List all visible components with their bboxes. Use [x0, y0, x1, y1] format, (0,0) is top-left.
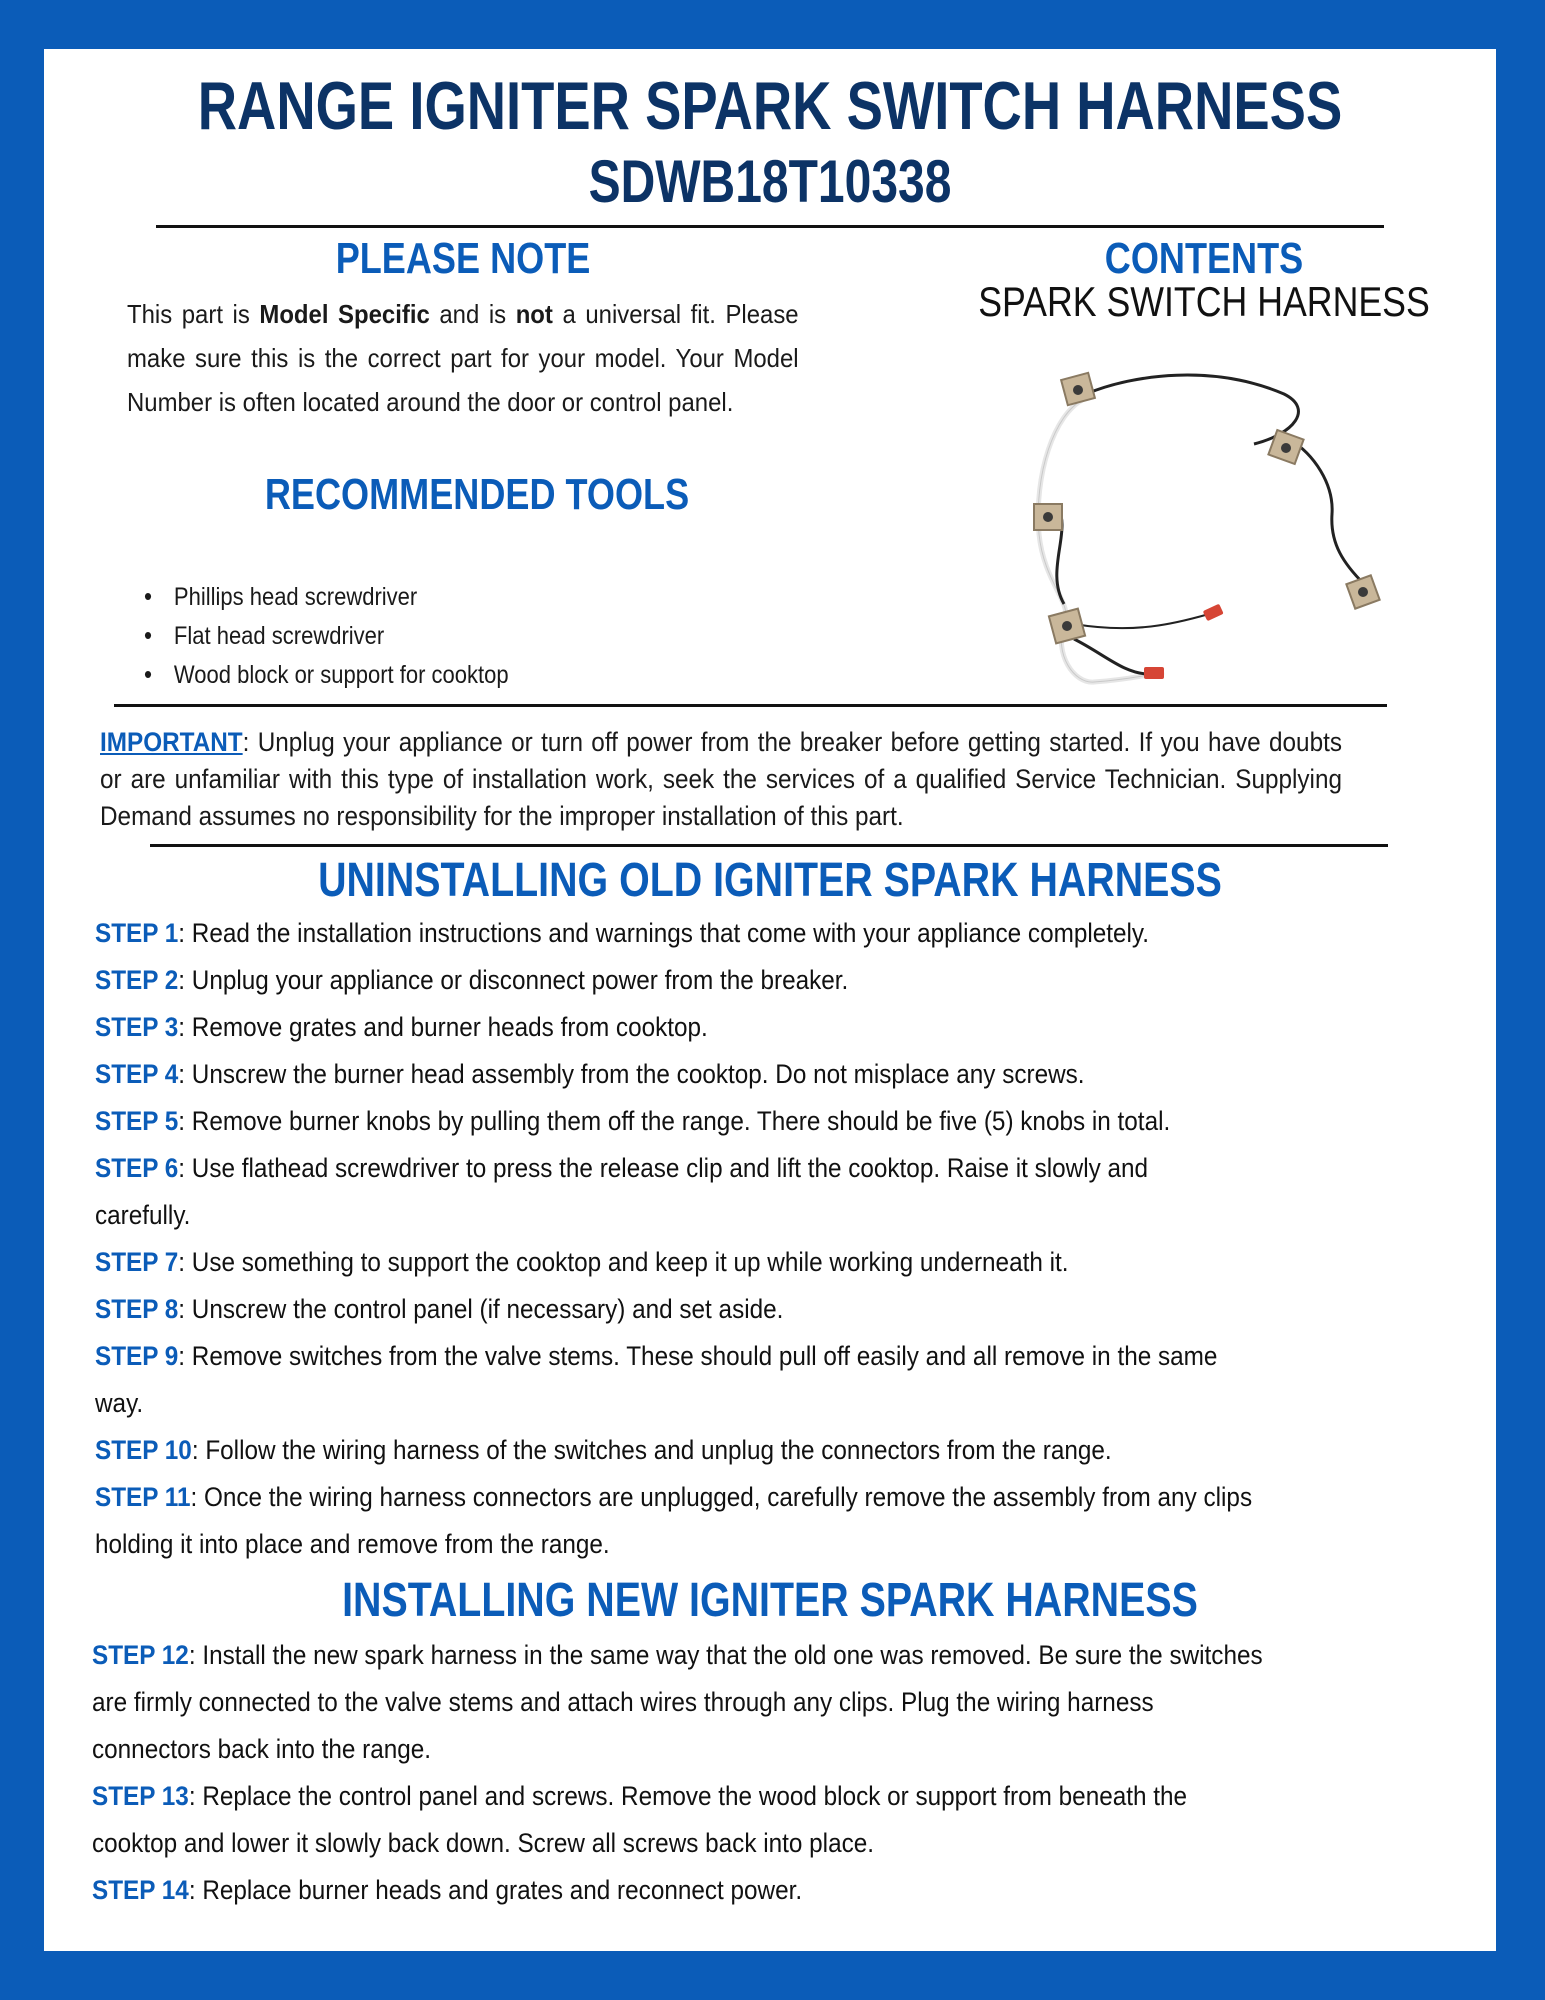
divider-lower — [150, 844, 1388, 847]
step-item — [95, 1427, 1445, 1474]
step-continuation: connectors back into the range. — [92, 1734, 432, 1764]
step-text: : Replace burner heads and grates and reconnect power. — [188, 1875, 803, 1905]
step-item — [95, 910, 1445, 957]
important-text: : Unplug your appliance or turn off power from the breaker before getting started. If you have doubts or are unfamiliar with this type of installation work, seek the services of a qualified Service Technician. Supplying Demand assumes no responsibility for the improper installation of this part. — [100, 727, 1342, 831]
step-label: STEP 4 — [95, 1059, 179, 1089]
step-label: STEP 6 — [95, 1153, 179, 1183]
step-item — [95, 1286, 1445, 1333]
step-text: : Remove burner knobs by pulling them off the range. There should be five (5) knobs in total. — [178, 1106, 1171, 1136]
divider-middle — [114, 704, 1387, 707]
please-note-heading: PLEASE NOTE — [335, 234, 591, 283]
step-item — [95, 957, 1445, 1004]
step-text: : Use flathead screwdriver to press the release clip and lift the cooktop. Raise it slowly and — [178, 1153, 1149, 1183]
step-item — [95, 1333, 1445, 1380]
contents-heading: CONTENTS — [1104, 234, 1304, 283]
tool-item: • Wood block or support for cooktop — [144, 655, 509, 694]
step-label: STEP 2 — [95, 965, 179, 995]
step-item — [95, 1239, 1445, 1286]
step-label: STEP 10 — [95, 1435, 192, 1465]
note-bold-not: not — [515, 299, 553, 329]
step-text: : Unscrew the control panel (if necessary) and set aside. — [178, 1294, 784, 1324]
instruction-sheet — [44, 49, 1496, 1951]
step-label: STEP 8 — [95, 1294, 179, 1324]
part-number: SDWB18T10338 — [588, 148, 952, 215]
step-label: STEP 11 — [95, 1482, 191, 1512]
step-text: : Read the installation instructions and warnings that come with your appliance completely. — [178, 918, 1150, 948]
step-label: STEP 3 — [95, 1012, 179, 1042]
uninstall-heading: UNINSTALLING OLD IGNITER SPARK HARNESS — [318, 854, 1222, 907]
note-text-3: a universal fit. Please make sure this is the correct part for your model. Your Model Number is often located around the door or control panel. — [127, 299, 799, 417]
step-label: STEP 12 — [92, 1640, 189, 1670]
step-item — [95, 1051, 1445, 1098]
step-text: : Install the new spark harness in the same way that the old one was removed. Be sure the switches — [188, 1640, 1263, 1670]
step-item — [95, 1004, 1445, 1051]
important-notice — [100, 724, 1342, 835]
step-text: : Remove switches from the valve stems. These should pull off easily and all remove in the same — [178, 1341, 1218, 1371]
tool-item: • Phillips head screwdriver — [144, 577, 509, 616]
install-steps — [92, 1632, 1545, 1914]
step-text: : Once the wiring harness connectors are unplugged, carefully remove the assembly from any clips — [190, 1482, 1253, 1512]
step-item — [92, 1773, 1442, 1820]
step-item — [92, 1867, 1442, 1914]
note-bold-model-specific: Model Specific — [259, 299, 430, 329]
step-item — [95, 1098, 1445, 1145]
uninstall-steps — [95, 910, 1545, 1568]
step-label: STEP 9 — [95, 1341, 179, 1371]
step-label: STEP 7 — [95, 1247, 179, 1277]
note-text-1: This part is — [127, 299, 260, 329]
step-label: STEP 13 — [92, 1781, 189, 1811]
note-text-2: and is — [429, 299, 516, 329]
important-label: IMPORTANT — [100, 727, 243, 757]
step-text: : Unscrew the burner head assembly from the cooktop. Do not misplace any screws. — [178, 1059, 1085, 1089]
step-text: : Replace the control panel and screws. Remove the wood block or support from beneath the — [188, 1781, 1188, 1811]
spark-harness-image — [1014, 354, 1414, 704]
contents-item: SPARK SWITCH HARNESS — [978, 278, 1430, 325]
step-text: : Unplug your appliance or disconnect power from the breaker. — [178, 965, 849, 995]
step-continuation: carefully. — [95, 1200, 191, 1230]
page-title: RANGE IGNITER SPARK SWITCH HARNESS — [197, 68, 1343, 144]
step-continuation: way. — [95, 1388, 144, 1418]
step-label: STEP 5 — [95, 1106, 179, 1136]
step-label: STEP 1 — [95, 918, 179, 948]
tool-item: • Flat head screwdriver — [144, 616, 509, 655]
step-item — [95, 1145, 1445, 1192]
step-text: : Remove grates and burner heads from cooktop. — [178, 1012, 708, 1042]
step-continuation: are firmly connected to the valve stems and attach wires through any clips. Plug the wiring harness — [92, 1687, 1154, 1717]
step-item — [95, 1474, 1445, 1521]
divider-top — [156, 225, 1384, 228]
tools-list — [144, 577, 558, 694]
please-note-text — [127, 292, 799, 424]
step-text: : Use something to support the cooktop and keep it up while working underneath it. — [178, 1247, 1069, 1277]
step-continuation: cooktop and lower it slowly back down. Screw all screws back into place. — [92, 1828, 875, 1858]
step-item — [92, 1632, 1442, 1679]
install-heading: INSTALLING NEW IGNITER SPARK HARNESS — [342, 1574, 1198, 1627]
step-continuation: holding it into place and remove from the range. — [95, 1529, 610, 1559]
step-text: : Follow the wiring harness of the switches and unplug the connectors from the range. — [191, 1435, 1112, 1465]
recommended-tools-heading: RECOMMENDED TOOLS — [264, 470, 690, 519]
step-label: STEP 14 — [92, 1875, 189, 1905]
